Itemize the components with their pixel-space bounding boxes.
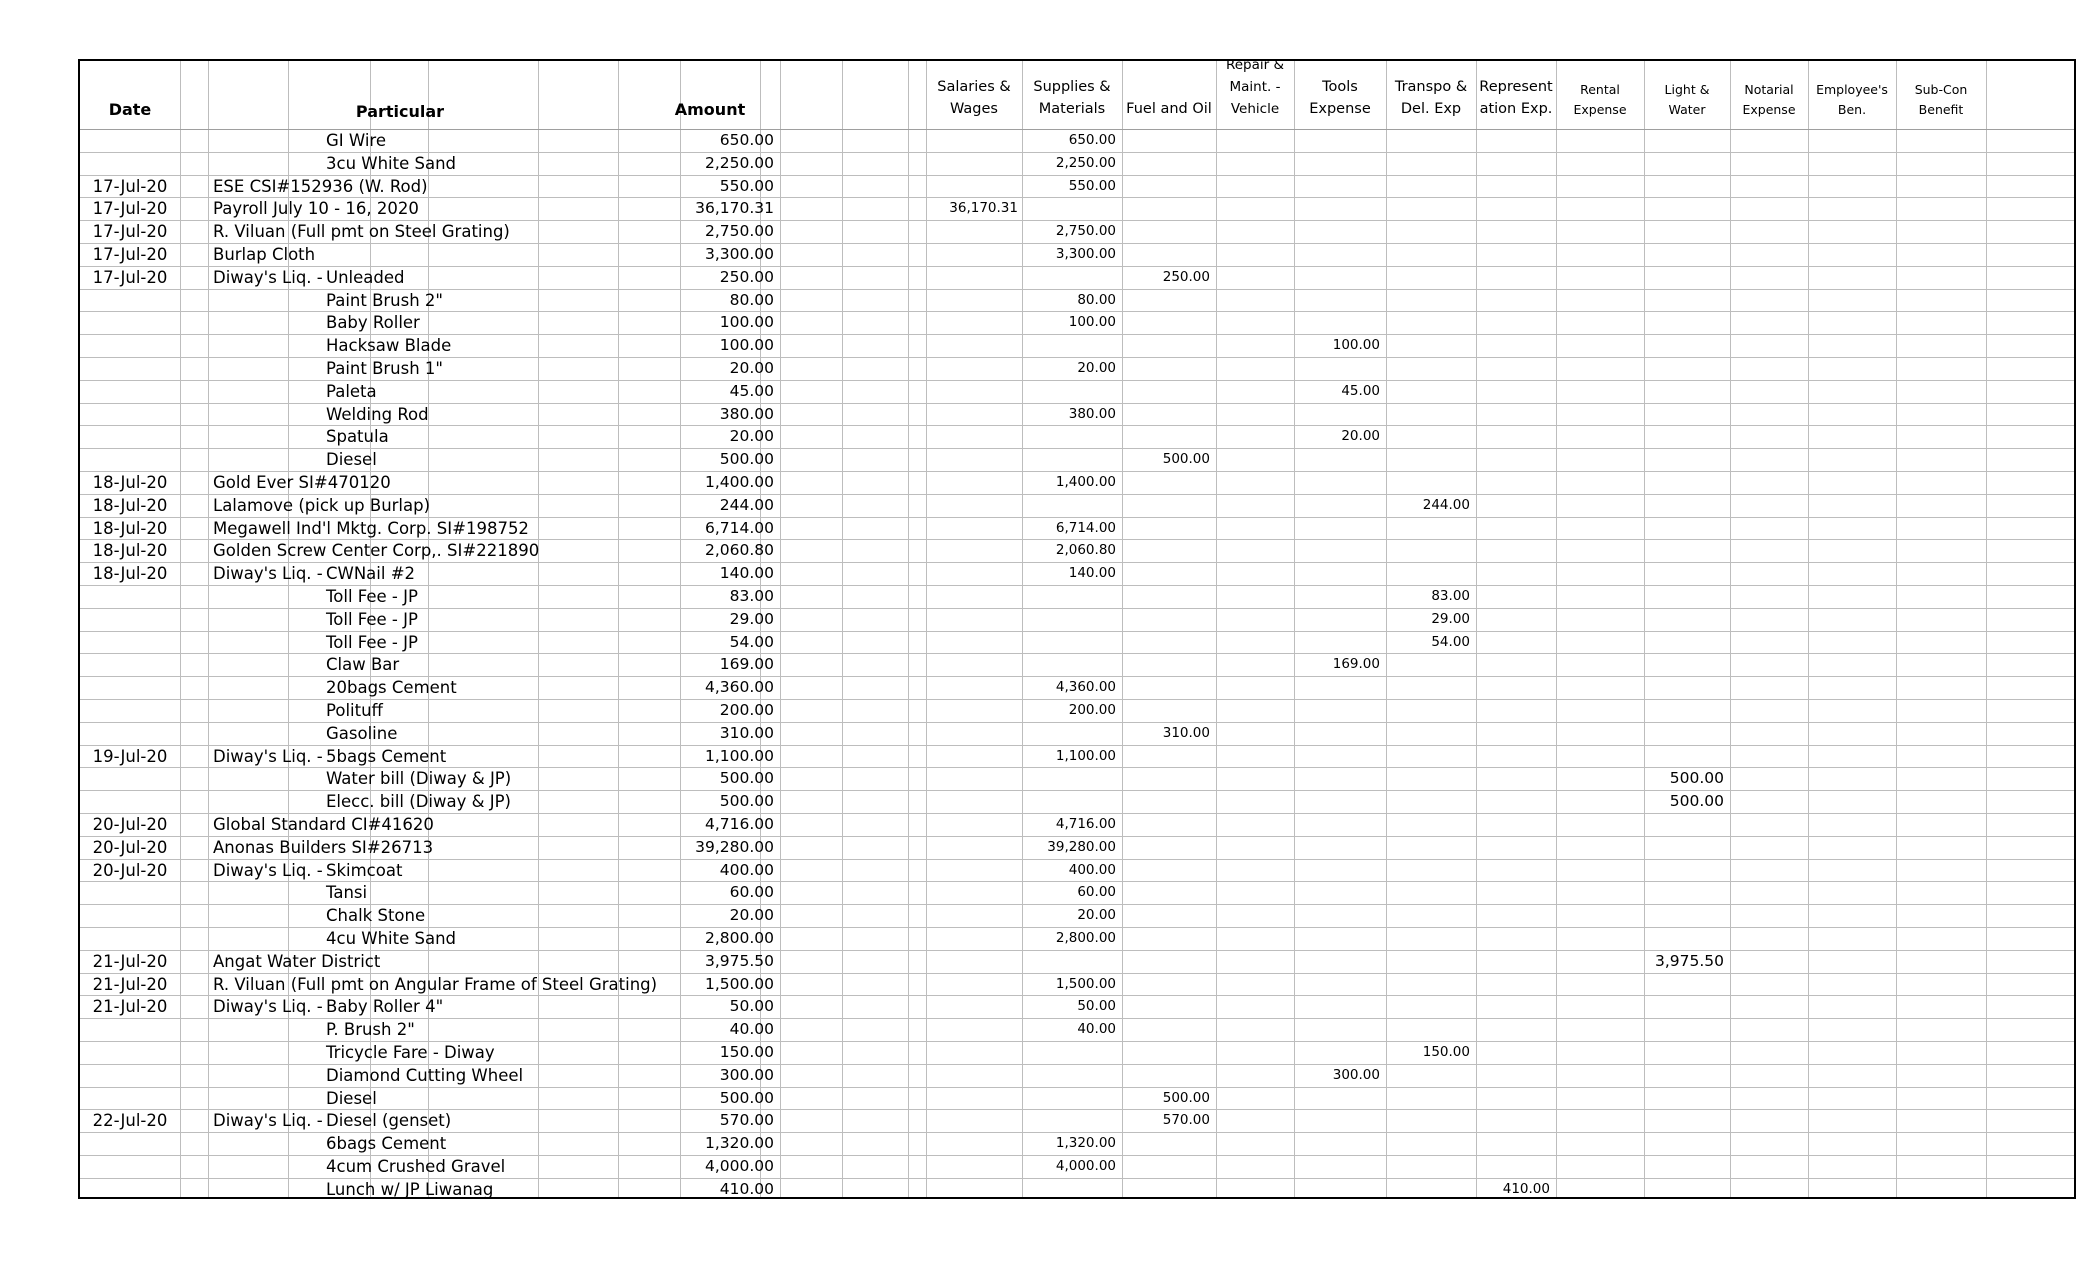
amount-cell: 6,714.00	[704, 518, 774, 537]
supplies-cell: 1,400.00	[1055, 474, 1116, 490]
amount-cell: 50.00	[729, 997, 774, 1016]
salaries-cell: 36,170.31	[949, 200, 1018, 217]
date-cell: 22-Jul-20	[92, 1111, 168, 1131]
header-represent	[1476, 76, 1556, 120]
amount-cell: 500.00	[719, 1088, 774, 1107]
header-notarial-line2: Expense	[1742, 102, 1796, 117]
header-employee-line1: Employee's	[1816, 82, 1888, 97]
light-water-cell: 500.00	[1669, 769, 1724, 788]
transpo-cell: 244.00	[1422, 496, 1470, 513]
date-cell: 18-Jul-20	[92, 564, 168, 584]
particular-cell: R. Viluan (Full pmt on Angular Frame of Steel Grating)	[213, 974, 658, 994]
item-cell: Diesel	[326, 450, 377, 470]
item-cell: Tricycle Fare - Diway	[326, 1043, 495, 1062]
amount-cell: 20.00	[729, 427, 774, 446]
item-cell: Toll Fee - JP	[326, 587, 418, 606]
date-cell: 19-Jul-20	[92, 746, 168, 766]
header-amount: Amount	[674, 100, 746, 119]
amount-cell: 1,400.00	[704, 473, 774, 491]
header-particular: Particular	[355, 102, 445, 121]
header-employee-line2: Ben.	[1837, 102, 1867, 117]
amount-cell: 410.00	[719, 1179, 774, 1198]
item-cell: 5bags Cement	[326, 746, 447, 766]
amount-cell: 1,100.00	[704, 746, 774, 765]
fuel-cell: 310.00	[1162, 724, 1210, 741]
supplies-cell: 2,250.00	[1055, 154, 1116, 171]
date-cell: 17-Jul-20	[92, 267, 168, 287]
item-cell: Claw Bar	[326, 655, 400, 675]
amount-cell: 4,000.00	[704, 1157, 774, 1175]
fuel-cell: 500.00	[1162, 1089, 1210, 1106]
fuel-cell: 500.00	[1162, 451, 1210, 468]
supplies-cell: 2,060.80	[1055, 542, 1116, 559]
header-repair-line3: Vehicle	[1230, 101, 1280, 117]
item-cell: Paint Brush 2"	[326, 290, 444, 310]
amount-cell: 3,300.00	[704, 245, 774, 263]
amount-cell: 20.00	[729, 359, 774, 377]
amount-cell: 20.00	[729, 906, 774, 925]
header-supplies-line1: Supplies &	[1033, 79, 1111, 95]
amount-cell: 550.00	[719, 176, 774, 195]
amount-cell: 2,250.00	[704, 153, 774, 172]
item-cell: Diamond Cutting Wheel	[326, 1065, 524, 1085]
amount-cell: 150.00	[719, 1043, 774, 1061]
particular-cell: Megawell Ind'l Mktg. Corp. SI#198752	[213, 518, 529, 538]
header-light-line1: Light &	[1664, 82, 1710, 97]
supplies-cell: 550.00	[1068, 177, 1116, 194]
tools-cell: 100.00	[1332, 337, 1380, 354]
header-repair-line2: Maint. -	[1229, 79, 1281, 95]
supplies-cell: 40.00	[1077, 1021, 1116, 1038]
supplies-cell: 100.00	[1068, 314, 1116, 331]
item-cell: Skimcoat	[326, 860, 403, 880]
supplies-cell: 20.00	[1077, 360, 1116, 376]
amount-cell: 500.00	[719, 769, 774, 788]
particular-cell: Lalamove (pick up Burlap)	[213, 495, 431, 515]
header-represent-line1: Represent	[1479, 79, 1553, 95]
header-tools-line1: Tools	[1322, 79, 1358, 95]
tools-cell: 300.00	[1332, 1066, 1380, 1083]
amount-cell: 380.00	[719, 404, 774, 423]
item-cell: Tansi	[326, 883, 368, 903]
particular-cell: Diway's Liq. -	[213, 860, 323, 880]
item-cell: 4cu White Sand	[326, 929, 457, 948]
amount-cell: 3,975.50	[704, 951, 774, 970]
particular-cell: Diway's Liq. -	[213, 746, 323, 766]
header-repair-line1: Repair &	[1225, 57, 1285, 73]
amount-cell: 500.00	[719, 792, 774, 811]
item-cell: Elecc. bill (Diway & JP)	[326, 792, 511, 812]
date-cell: 18-Jul-20	[92, 473, 168, 492]
amount-cell: 400.00	[719, 860, 774, 879]
fuel-cell: 250.00	[1162, 268, 1210, 285]
header-light	[1644, 80, 1730, 120]
header-repair	[1216, 54, 1294, 120]
fuel-cell: 570.00	[1162, 1112, 1210, 1129]
date-cell: 21-Jul-20	[92, 997, 168, 1017]
supplies-cell: 1,500.00	[1055, 975, 1116, 992]
supplies-cell: 1,100.00	[1055, 747, 1116, 764]
header-notarial	[1730, 80, 1808, 120]
particular-cell: Payroll July 10 - 16, 2020	[213, 199, 419, 219]
item-cell: Diesel (genset)	[326, 1111, 452, 1131]
item-cell: Baby Roller	[326, 313, 420, 333]
item-cell: Toll Fee - JP	[326, 632, 418, 652]
particular-cell: Diway's Liq. -	[213, 267, 323, 287]
represent-cell: 410.00	[1502, 1180, 1550, 1197]
particular-cell: R. Viluan (Full pmt on Steel Grating)	[213, 222, 510, 242]
amount-cell: 39,280.00	[695, 837, 774, 856]
amount-cell: 244.00	[719, 495, 774, 514]
amount-cell: 1,320.00	[704, 1134, 774, 1153]
header-subcon-line2: Benefit	[1918, 102, 1964, 117]
item-cell: Paint Brush 1"	[326, 359, 444, 378]
date-cell: 17-Jul-20	[92, 245, 168, 264]
date-cell: 18-Jul-20	[92, 541, 168, 561]
supplies-cell: 4,000.00	[1055, 1158, 1116, 1174]
particular-cell: Anonas Builders SI#26713	[213, 837, 434, 857]
supplies-cell: 380.00	[1068, 405, 1116, 422]
particular-cell: Diway's Liq. -	[213, 564, 323, 584]
item-cell: 4cum Crushed Gravel	[326, 1157, 506, 1176]
header-rental	[1556, 80, 1644, 120]
date-cell: 18-Jul-20	[92, 518, 168, 538]
amount-cell: 36,170.31	[695, 199, 774, 218]
item-cell: Polituff	[326, 701, 383, 720]
supplies-cell: 60.00	[1077, 884, 1116, 901]
amount-cell: 83.00	[729, 587, 774, 605]
supplies-cell: 400.00	[1068, 861, 1116, 878]
date-cell: 20-Jul-20	[92, 860, 168, 880]
amount-cell: 29.00	[729, 609, 774, 628]
amount-cell: 100.00	[719, 313, 774, 332]
header-tools	[1294, 76, 1386, 120]
amount-cell: 300.00	[719, 1065, 774, 1084]
amount-cell: 100.00	[719, 336, 774, 355]
date-cell: 17-Jul-20	[92, 199, 168, 219]
header-supplies-line2: Materials	[1038, 101, 1106, 117]
item-cell: 6bags Cement	[326, 1134, 447, 1154]
supplies-cell: 39,280.00	[1047, 838, 1116, 855]
header-supplies	[1022, 76, 1122, 120]
supplies-cell: 1,320.00	[1055, 1135, 1116, 1152]
item-cell: Toll Fee - JP	[326, 609, 418, 629]
supplies-cell: 2,800.00	[1055, 930, 1116, 946]
amount-cell: 500.00	[719, 450, 774, 469]
particular-cell: Global Standard CI#41620	[213, 815, 434, 834]
header-subcon-line1: Sub-Con	[1914, 82, 1968, 97]
amount-cell: 200.00	[719, 701, 774, 719]
item-cell: CWNail #2	[326, 564, 416, 584]
supplies-cell: 2,750.00	[1055, 223, 1116, 240]
item-cell: Water bill (Diway & JP)	[326, 769, 512, 789]
date-cell: 17-Jul-20	[92, 176, 168, 196]
supplies-cell: 4,716.00	[1055, 816, 1116, 832]
amount-cell: 2,800.00	[704, 929, 774, 947]
date-cell: 21-Jul-20	[92, 974, 168, 994]
transpo-cell: 83.00	[1431, 588, 1470, 604]
item-cell: Chalk Stone	[326, 906, 426, 926]
item-cell: Lunch w/ JP Liwanag	[326, 1179, 494, 1199]
amount-cell: 54.00	[729, 632, 774, 651]
expense-ledger-sheet	[78, 59, 2076, 1199]
supplies-cell: 3,300.00	[1055, 246, 1116, 262]
amount-cell: 45.00	[729, 381, 774, 400]
header-transpo	[1386, 76, 1476, 120]
header-rental-line2: Expense	[1573, 102, 1627, 117]
item-cell: Unleaded	[326, 267, 405, 287]
amount-cell: 60.00	[729, 883, 774, 902]
item-cell: 3cu White Sand	[326, 153, 457, 173]
item-cell: Paleta	[326, 381, 377, 401]
amount-cell: 570.00	[719, 1111, 774, 1130]
amount-cell: 250.00	[719, 267, 774, 286]
item-cell: GI Wire	[326, 131, 387, 150]
header-subcon	[1896, 80, 1986, 120]
header-represent-line2: ation Exp.	[1479, 101, 1553, 117]
tools-cell: 20.00	[1341, 428, 1380, 445]
supplies-cell: 80.00	[1077, 291, 1116, 308]
date-cell: 18-Jul-20	[92, 495, 168, 515]
particular-cell: Diway's Liq. -	[213, 997, 323, 1017]
light-water-cell: 3,975.50	[1654, 951, 1724, 970]
item-cell: Spatula	[326, 427, 389, 447]
particular-cell: Gold Ever SI#470120	[213, 473, 391, 492]
supplies-cell: 20.00	[1077, 907, 1116, 924]
header-employee	[1808, 80, 1896, 120]
header-transpo-line1: Transpo &	[1394, 79, 1468, 95]
header-fuel	[1122, 98, 1216, 120]
item-cell: 20bags Cement	[326, 678, 457, 698]
transpo-cell: 54.00	[1431, 633, 1470, 650]
item-cell: Gasoline	[326, 723, 398, 743]
item-cell: Hacksaw Blade	[326, 336, 452, 356]
item-cell: Diesel	[326, 1088, 377, 1108]
transpo-cell: 150.00	[1422, 1044, 1470, 1060]
amount-cell: 40.00	[729, 1020, 774, 1039]
item-cell: Baby Roller 4"	[326, 997, 444, 1017]
amount-cell: 169.00	[719, 655, 774, 674]
date-cell: 17-Jul-20	[92, 222, 168, 242]
supplies-cell: 650.00	[1068, 132, 1116, 148]
header-salaries-line2: Wages	[950, 101, 998, 117]
tools-cell: 169.00	[1332, 656, 1380, 673]
header-transpo-line2: Del. Exp	[1400, 101, 1462, 117]
particular-cell: Golden Screw Center Corp,. SI#221890	[213, 541, 540, 561]
header-rental-line1: Rental	[1580, 82, 1620, 97]
header-salaries	[926, 76, 1022, 120]
tools-cell: 45.00	[1341, 382, 1380, 399]
header-light-line2: Water	[1668, 102, 1706, 117]
header-fuel-line1: Fuel and Oil	[1126, 101, 1212, 117]
item-cell: Welding Rod	[326, 404, 429, 424]
date-cell: 20-Jul-20	[92, 815, 168, 834]
particular-cell: Burlap Cloth	[213, 245, 316, 264]
amount-cell: 140.00	[719, 564, 774, 583]
header-notarial-line1: Notarial	[1744, 82, 1794, 97]
supplies-cell: 200.00	[1068, 702, 1116, 718]
amount-cell: 2,750.00	[704, 222, 774, 241]
date-cell: 21-Jul-20	[92, 951, 168, 971]
particular-cell: Diway's Liq. -	[213, 1111, 323, 1131]
amount-cell: 310.00	[719, 723, 774, 742]
supplies-cell: 50.00	[1077, 998, 1116, 1015]
particular-cell: Angat Water District	[213, 951, 381, 971]
date-cell: 20-Jul-20	[92, 837, 168, 857]
particular-cell: ESE CSI#152936 (W. Rod)	[213, 176, 428, 196]
supplies-cell: 4,360.00	[1055, 679, 1116, 696]
supplies-cell: 140.00	[1068, 565, 1116, 582]
amount-cell: 80.00	[729, 290, 774, 309]
transpo-cell: 29.00	[1431, 610, 1470, 627]
amount-cell: 650.00	[719, 131, 774, 149]
amount-cell: 2,060.80	[704, 541, 774, 560]
header-salaries-line1: Salaries &	[937, 79, 1011, 95]
supplies-cell: 6,714.00	[1055, 519, 1116, 536]
light-water-cell: 500.00	[1669, 792, 1724, 811]
header-date: Date	[108, 100, 152, 119]
amount-cell: 1,500.00	[704, 974, 774, 993]
item-cell: P. Brush 2"	[326, 1020, 415, 1040]
amount-cell: 4,716.00	[704, 815, 774, 833]
header-tools-line2: Expense	[1309, 101, 1371, 117]
amount-cell: 4,360.00	[704, 678, 774, 697]
